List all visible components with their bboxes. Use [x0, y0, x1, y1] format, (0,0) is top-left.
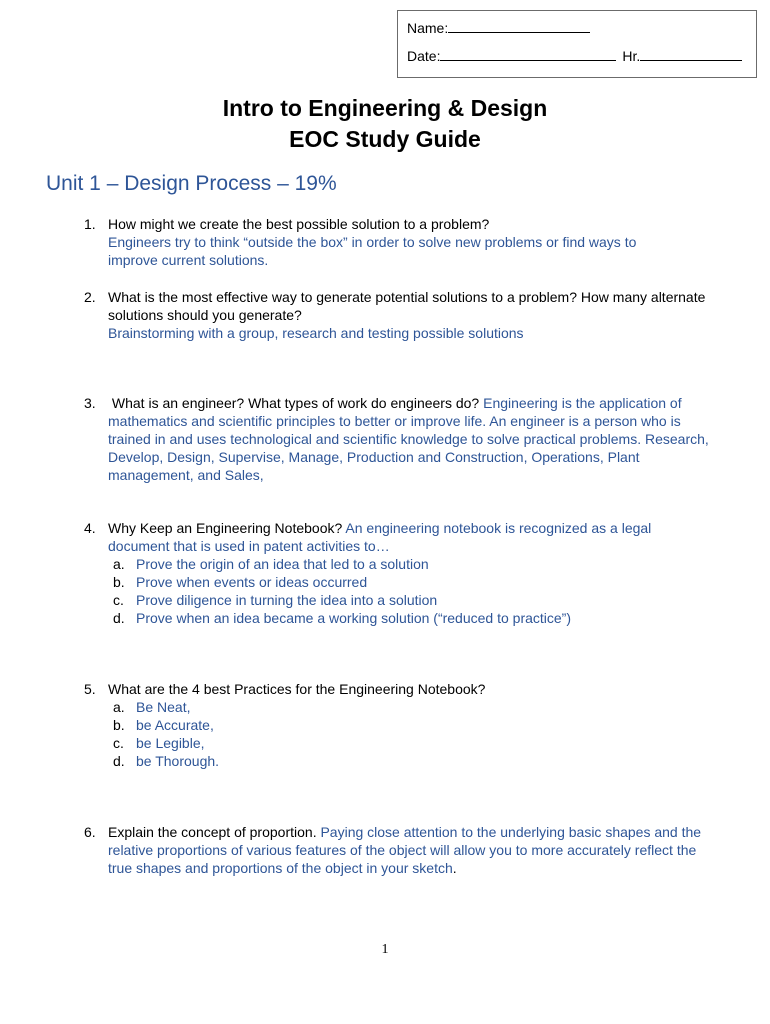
- question-text: Why Keep an Engineering Notebook?: [108, 520, 343, 536]
- student-info-box: [397, 10, 757, 78]
- answer-text: Paying close attention to the underlying basic shapes and the relative proportions of various features of the object will allow you to more accurately reflect the true shapes and proportions of the object in your sketch: [108, 824, 702, 876]
- answer-text: An engineering notebook is recognized as a legal document that is used in patent activities to…: [108, 520, 652, 554]
- list-item-text: Prove when an idea became a working solution (“reduced to practice”): [136, 610, 572, 626]
- list-item-letter: d.: [113, 610, 125, 626]
- question-item: [84, 519, 724, 627]
- name-field[interactable]: [448, 18, 590, 33]
- list-item-letter: c.: [113, 592, 124, 608]
- list-item-text: Prove the origin of an idea that led to a solution: [136, 556, 429, 572]
- question-number: 4.: [84, 520, 96, 536]
- name-label: Name:: [407, 20, 449, 36]
- question-number: 5.: [84, 681, 96, 697]
- list-item: [108, 555, 724, 573]
- date-label: Date:: [407, 48, 441, 64]
- list-item-letter: b.: [113, 717, 125, 733]
- question-item: [84, 215, 724, 269]
- answer-text: Brainstorming with a group, research and testing possible solutions: [108, 325, 524, 341]
- hour-field[interactable]: [640, 46, 742, 61]
- list-item-text: Prove diligence in turning the idea into a solution: [136, 592, 438, 608]
- unit-heading: Unit 1 – Design Process – 19%: [46, 172, 337, 195]
- question-item: [84, 288, 724, 342]
- hour-label: Hr.: [622, 48, 641, 64]
- list-item-letter: c.: [113, 735, 124, 751]
- list-item-text: Be Neat,: [136, 699, 191, 715]
- question-text: What is an engineer? What types of work do engineers do?: [111, 395, 480, 411]
- list-item-text: be Accurate,: [136, 717, 214, 733]
- page-number: 1: [381, 942, 389, 957]
- question-number: 3.: [84, 395, 96, 411]
- list-item-text: be Legible,: [136, 735, 205, 751]
- answer-end-punctuation: .: [452, 860, 457, 876]
- list-item: [108, 591, 724, 609]
- question-text: How might we create the best possible solution to a problem?: [108, 216, 490, 232]
- list-item-text: be Thorough.: [136, 753, 220, 769]
- document-title: Intro to Engineering & Design: [222, 95, 548, 121]
- answer-text: Engineering is the application of mathematics and scientific principles to better or improve life. An engineer is a person who is trained in and uses technological and scientific knowledge to solve practical problems. Research, Develop, Design, Supervise, Manage, Production and Construction, Operations, Plant management, and Sales,: [108, 395, 709, 483]
- list-item: [108, 734, 724, 752]
- question-number: 1.: [84, 216, 96, 232]
- list-item: [108, 609, 724, 627]
- list-item-letter: d.: [113, 753, 125, 769]
- question-text: What is the most effective way to generate potential solutions to a problem? How many alternate solutions should you generate?: [108, 289, 706, 323]
- list-item-letter: a.: [113, 556, 125, 572]
- list-item: [108, 573, 724, 591]
- document-subtitle: EOC Study Guide: [289, 126, 481, 152]
- question-item: [84, 680, 724, 770]
- question-text: Explain the concept of proportion.: [108, 824, 317, 840]
- question-number: 2.: [84, 289, 96, 305]
- question-item: [84, 394, 724, 484]
- question-item: [84, 823, 724, 877]
- list-item-letter: b.: [113, 574, 125, 590]
- list-item-letter: a.: [113, 699, 125, 715]
- question-number: 6.: [84, 824, 96, 840]
- answer-text: Engineers try to think “outside the box” in order to solve new problems or find ways to improve current solutions.: [108, 234, 637, 268]
- list-item: [108, 698, 724, 716]
- list-item: [108, 716, 724, 734]
- question-text: What are the 4 best Practices for the Engineering Notebook?: [108, 681, 486, 697]
- list-item: [108, 752, 724, 770]
- list-item-text: Prove when events or ideas occurred: [136, 574, 368, 590]
- date-field[interactable]: [440, 46, 616, 61]
